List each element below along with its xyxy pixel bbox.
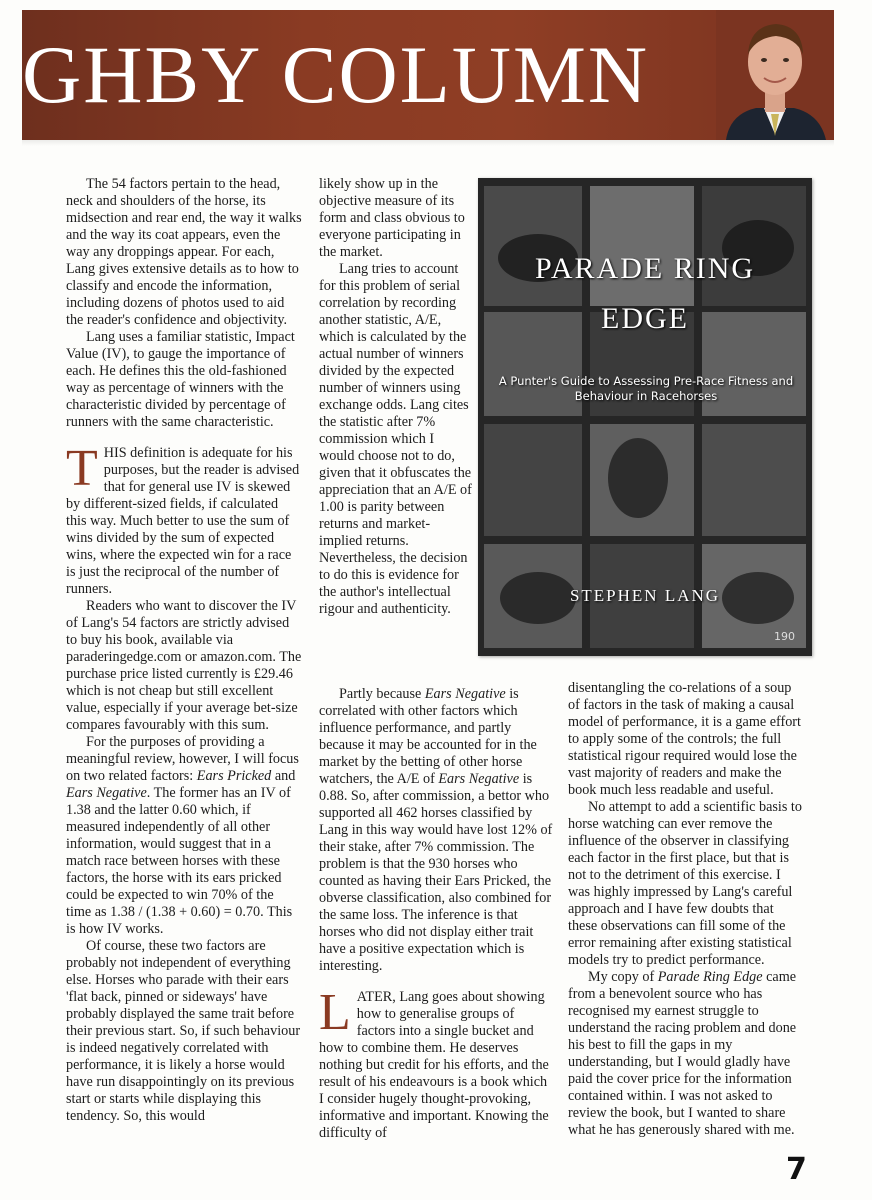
page-number: 7 — [786, 1152, 807, 1187]
text-run: came from a benevolent source who has recognised my earnest struggle to understand the racing problem and done his best to fill the gaps in my understanding, but I would gladly have paid the cover price for the information contained within. I was not asked to review the book, but I wanted to share what he has generously shared with me. — [568, 969, 797, 1138]
text-column-2-top — [319, 176, 472, 618]
paragraph-dropcap — [319, 984, 555, 1142]
paragraph: The 54 factors pertain to the head, neck and shoulders of the horse, its midsection and rear end, the way it walks and the way its coat appears, even the way any droppings appear. For each, Lang gives extensive details as to how to classify and encode the information, including dozens of photos used to aid the reader's confidence and objectivity. — [66, 176, 302, 328]
column-title: GHBY COLUMN — [22, 29, 650, 120]
drop-cap: T — [66, 440, 98, 497]
text-run: and — [271, 768, 296, 784]
text-run: My copy of — [588, 969, 658, 985]
paragraph-text: HIS definition is adequate for his purposes, but the reader is advised that for general use IV is skewed by different-sized fields, if calculated this way. Much better to use the sum of wins divided by the sum of expected wins, where the expected win for a race is just the reciprocal of the number of runners. — [66, 445, 300, 597]
text-column-1 — [66, 176, 302, 1125]
paragraph: Lang tries to account for this problem of serial correlation by recording another statistic, A/E, which is calculated by the actual number of winners divided by the expected number of winners using exchange odds. Lang cites the statistic after 7% commission which I would choose not to do, given that it obfuscates the appreciation that an A/E of 1.00 is parity between returns and market-implied returns. Nevertheless, the decision to do this is evidence for the author's intellectual rigour and authenticity. — [319, 261, 472, 617]
paragraph — [568, 969, 802, 1139]
paragraph-text: ATER, Lang goes about showing how to generalise groups of factors into a single bucket and how to combine them. He deserves nothing but credit for his efforts, and the result of his endeavours is a book which I consider hugely thought-provoking, informative and important. Knowing the difficulty of — [319, 989, 549, 1141]
author-portrait — [716, 10, 834, 140]
drop-cap: L — [319, 984, 351, 1041]
text-run: is 0.88. So, after commission, a bettor who supported all 462 horses classified by Lang in this way would have lost 12% of their stake, after 7% commission. The problem is that the 930 horses who counted as having their Ears Pricked, the obverse classification, also combined for the same loss. The inference is that horses who did not display either trait have a positive expectation which is interesting. — [319, 771, 553, 974]
italic-factor: Ears Negative — [424, 686, 506, 702]
paragraph: No attempt to add a scientific basis to horse watching can ever remove the influence of the observer in classifying each factor in the first place, but that is not to the detriment of this exercise. I was highly impressed by Lang's careful approach and I have few doubts that these observations can fill some of the error remaining after existing statistical models try to predict performance. — [568, 799, 802, 968]
cover-photo-collage — [478, 178, 812, 656]
paragraph: Of course, these two factors are probably not independent of everything else. Horses who parade with their ears 'flat back, pinned or sideways' have probably displayed the same trait before their previous start. So, if such behaviour is indeed negatively correlated with performance, it is likely a horse would have run disappointingly on its previous start or starts while displaying this tendency. So, this would — [66, 938, 301, 1124]
paragraph: Readers who want to discover the IV of Lang's 54 factors are strictly advised to buy his book, available via paraderingedge.com or amazon.com. The purchase price listed currently is £29.46 which is not cheap but still excellent value, especially if your average bet-size compares favourably with this sum. — [66, 598, 302, 733]
text-column-3 — [568, 680, 802, 1139]
paragraph: Lang uses a familiar statistic, Impact Value (IV), to gauge the importance of each. He defines this the old-fashioned way as percentage of winners with the characteristic divided by percentage of runners with the same characteristic. — [66, 329, 295, 430]
italic-factor: Ears Negative — [438, 771, 520, 787]
italic-factor: Ears Negative — [66, 785, 147, 801]
cover-number-mark: 190 — [774, 630, 795, 643]
italic-factor: Ears Pricked — [196, 768, 272, 784]
cover-author: STEPHEN LANG — [569, 586, 721, 605]
banner-divider — [22, 140, 834, 146]
cover-title-line1: PARADE RING — [534, 252, 756, 285]
text-run: Partly because — [339, 686, 425, 702]
text-column-2-bottom — [319, 686, 555, 1142]
cover-subtitle: A Punter's Guide to Assessing Pre-Race Fitness and Behaviour in Racehorses — [498, 374, 794, 403]
italic-title: Parade Ring Edge — [657, 969, 763, 985]
column-header-banner — [22, 10, 834, 140]
cover-title-line2: EDGE — [601, 302, 689, 335]
text-run: is correlated with other factors which influence performance, and partly because it may be accounted for in the market by the betting of other horse watchers, the A/E of — [319, 686, 537, 787]
paragraph: likely show up in the objective measure of its form and class obvious to everyone participating in the market. — [319, 176, 465, 260]
text-run: . The former has an IV of 1.38 and the latter 0.60 which, if measured independently of all other information, would suggest that in a match race between horses with these factors, the horse with its ears pricked could be expected to win 70% of the time as 1.38 / (1.38 + 0.60) = 0.70. This is how IV works. — [66, 785, 293, 937]
paragraph-dropcap — [66, 440, 302, 598]
paragraph — [319, 686, 555, 975]
book-cover — [478, 178, 812, 656]
text-run: For the purposes of providing a meaningful review, however, I will focus on two related factors: — [66, 734, 299, 784]
paragraph: disentangling the co-relations of a soup of factors in the task of making a causal model of performance, it is a game effort to apply some of the controls; the full statistical rigour required would lose the vast majority of readers and make the book much less readable and useful. — [568, 680, 801, 798]
paragraph — [66, 734, 302, 938]
